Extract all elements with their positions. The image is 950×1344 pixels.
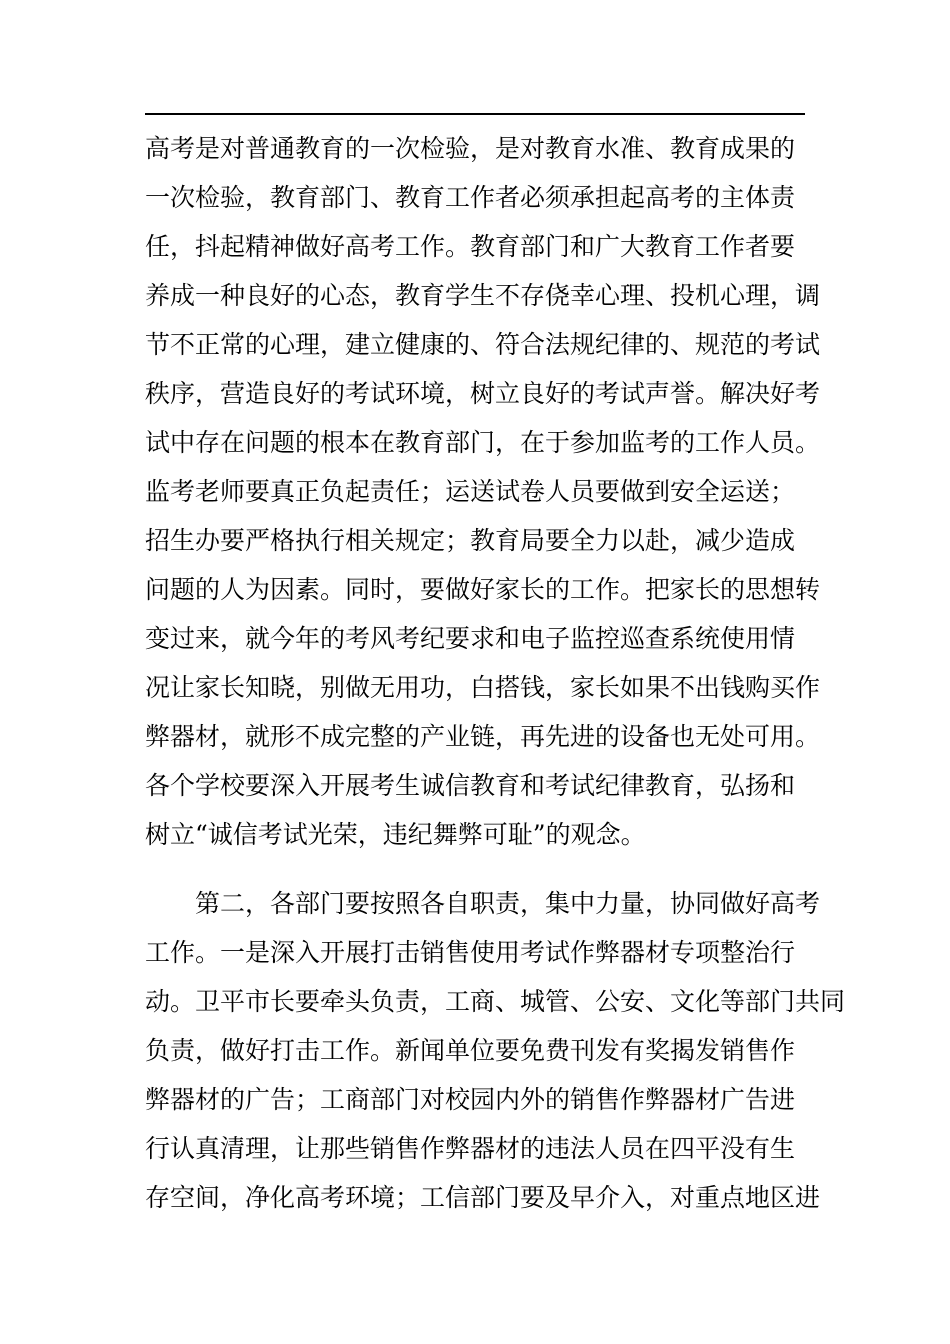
text-line: 秩序，营造良好的考试环境，树立良好的考试声誉。解决好考 — [145, 379, 821, 408]
text-line: 动。卫平市长要牵头负责，工商、城管、公安、文化等部门共同 — [145, 987, 846, 1016]
text-line: 养成一种良好的心态，教育学生不存侥幸心理、投机心理，调 — [145, 281, 821, 310]
text-line: 树立“诚信考试光荣，违纪舞弊可耻”的观念。 — [145, 820, 646, 849]
paragraph-1 — [145, 124, 821, 859]
text-line: 负责，做好打击工作。新闻单位要免费刊发有奖揭发销售作 — [145, 1036, 796, 1065]
text-line: 弊器材的广告；工商部门对校园内外的销售作弊器材广告进 — [145, 1085, 796, 1114]
text-line: 监考老师要真正负起责任；运送试卷人员要做到安全运送； — [145, 477, 796, 506]
text-line: 存空间，净化高考环境；工信部门要及早介入，对重点地区进 — [145, 1183, 821, 1212]
text-line: 一次检验，教育部门、教育工作者必须承担起高考的主体责 — [145, 183, 796, 212]
text-line: 各个学校要深入开展考生诚信教育和考试纪律教育，弘扬和 — [145, 771, 796, 800]
text-line: 行认真清理，让那些销售作弊器材的违法人员在四平没有生 — [145, 1134, 796, 1163]
text-line: 变过来，就今年的考风考纪要求和电子监控巡查系统使用情 — [145, 624, 796, 653]
header-rule — [145, 113, 805, 115]
document-body — [145, 124, 846, 1222]
text-line-indented: 第二，各部门要按照各自职责，集中力量，协同做好高考 — [195, 889, 821, 918]
text-line: 况让家长知晓，别做无用功，白搭钱，家长如果不出钱购买作 — [145, 673, 821, 702]
paragraph-2 — [145, 879, 846, 1222]
paragraph-gap — [145, 859, 813, 879]
text-line: 问题的人为因素。同时，要做好家长的工作。把家长的思想转 — [145, 575, 821, 604]
text-line: 节不正常的心理，建立健康的、符合法规纪律的、规范的考试 — [145, 330, 821, 359]
text-line: 工作。一是深入开展打击销售使用考试作弊器材专项整治行 — [145, 938, 796, 967]
text-line: 试中存在问题的根本在教育部门，在于参加监考的工作人员。 — [145, 428, 821, 457]
text-line: 招生办要严格执行相关规定；教育局要全力以赴，减少造成 — [145, 526, 796, 555]
text-line: 弊器材，就形不成完整的产业链，再先进的设备也无处可用。 — [145, 722, 821, 751]
text-line: 高考是对普通教育的一次检验，是对教育水准、教育成果的 — [145, 134, 796, 163]
text-line: 任，抖起精神做好高考工作。教育部门和广大教育工作者要 — [145, 232, 796, 261]
